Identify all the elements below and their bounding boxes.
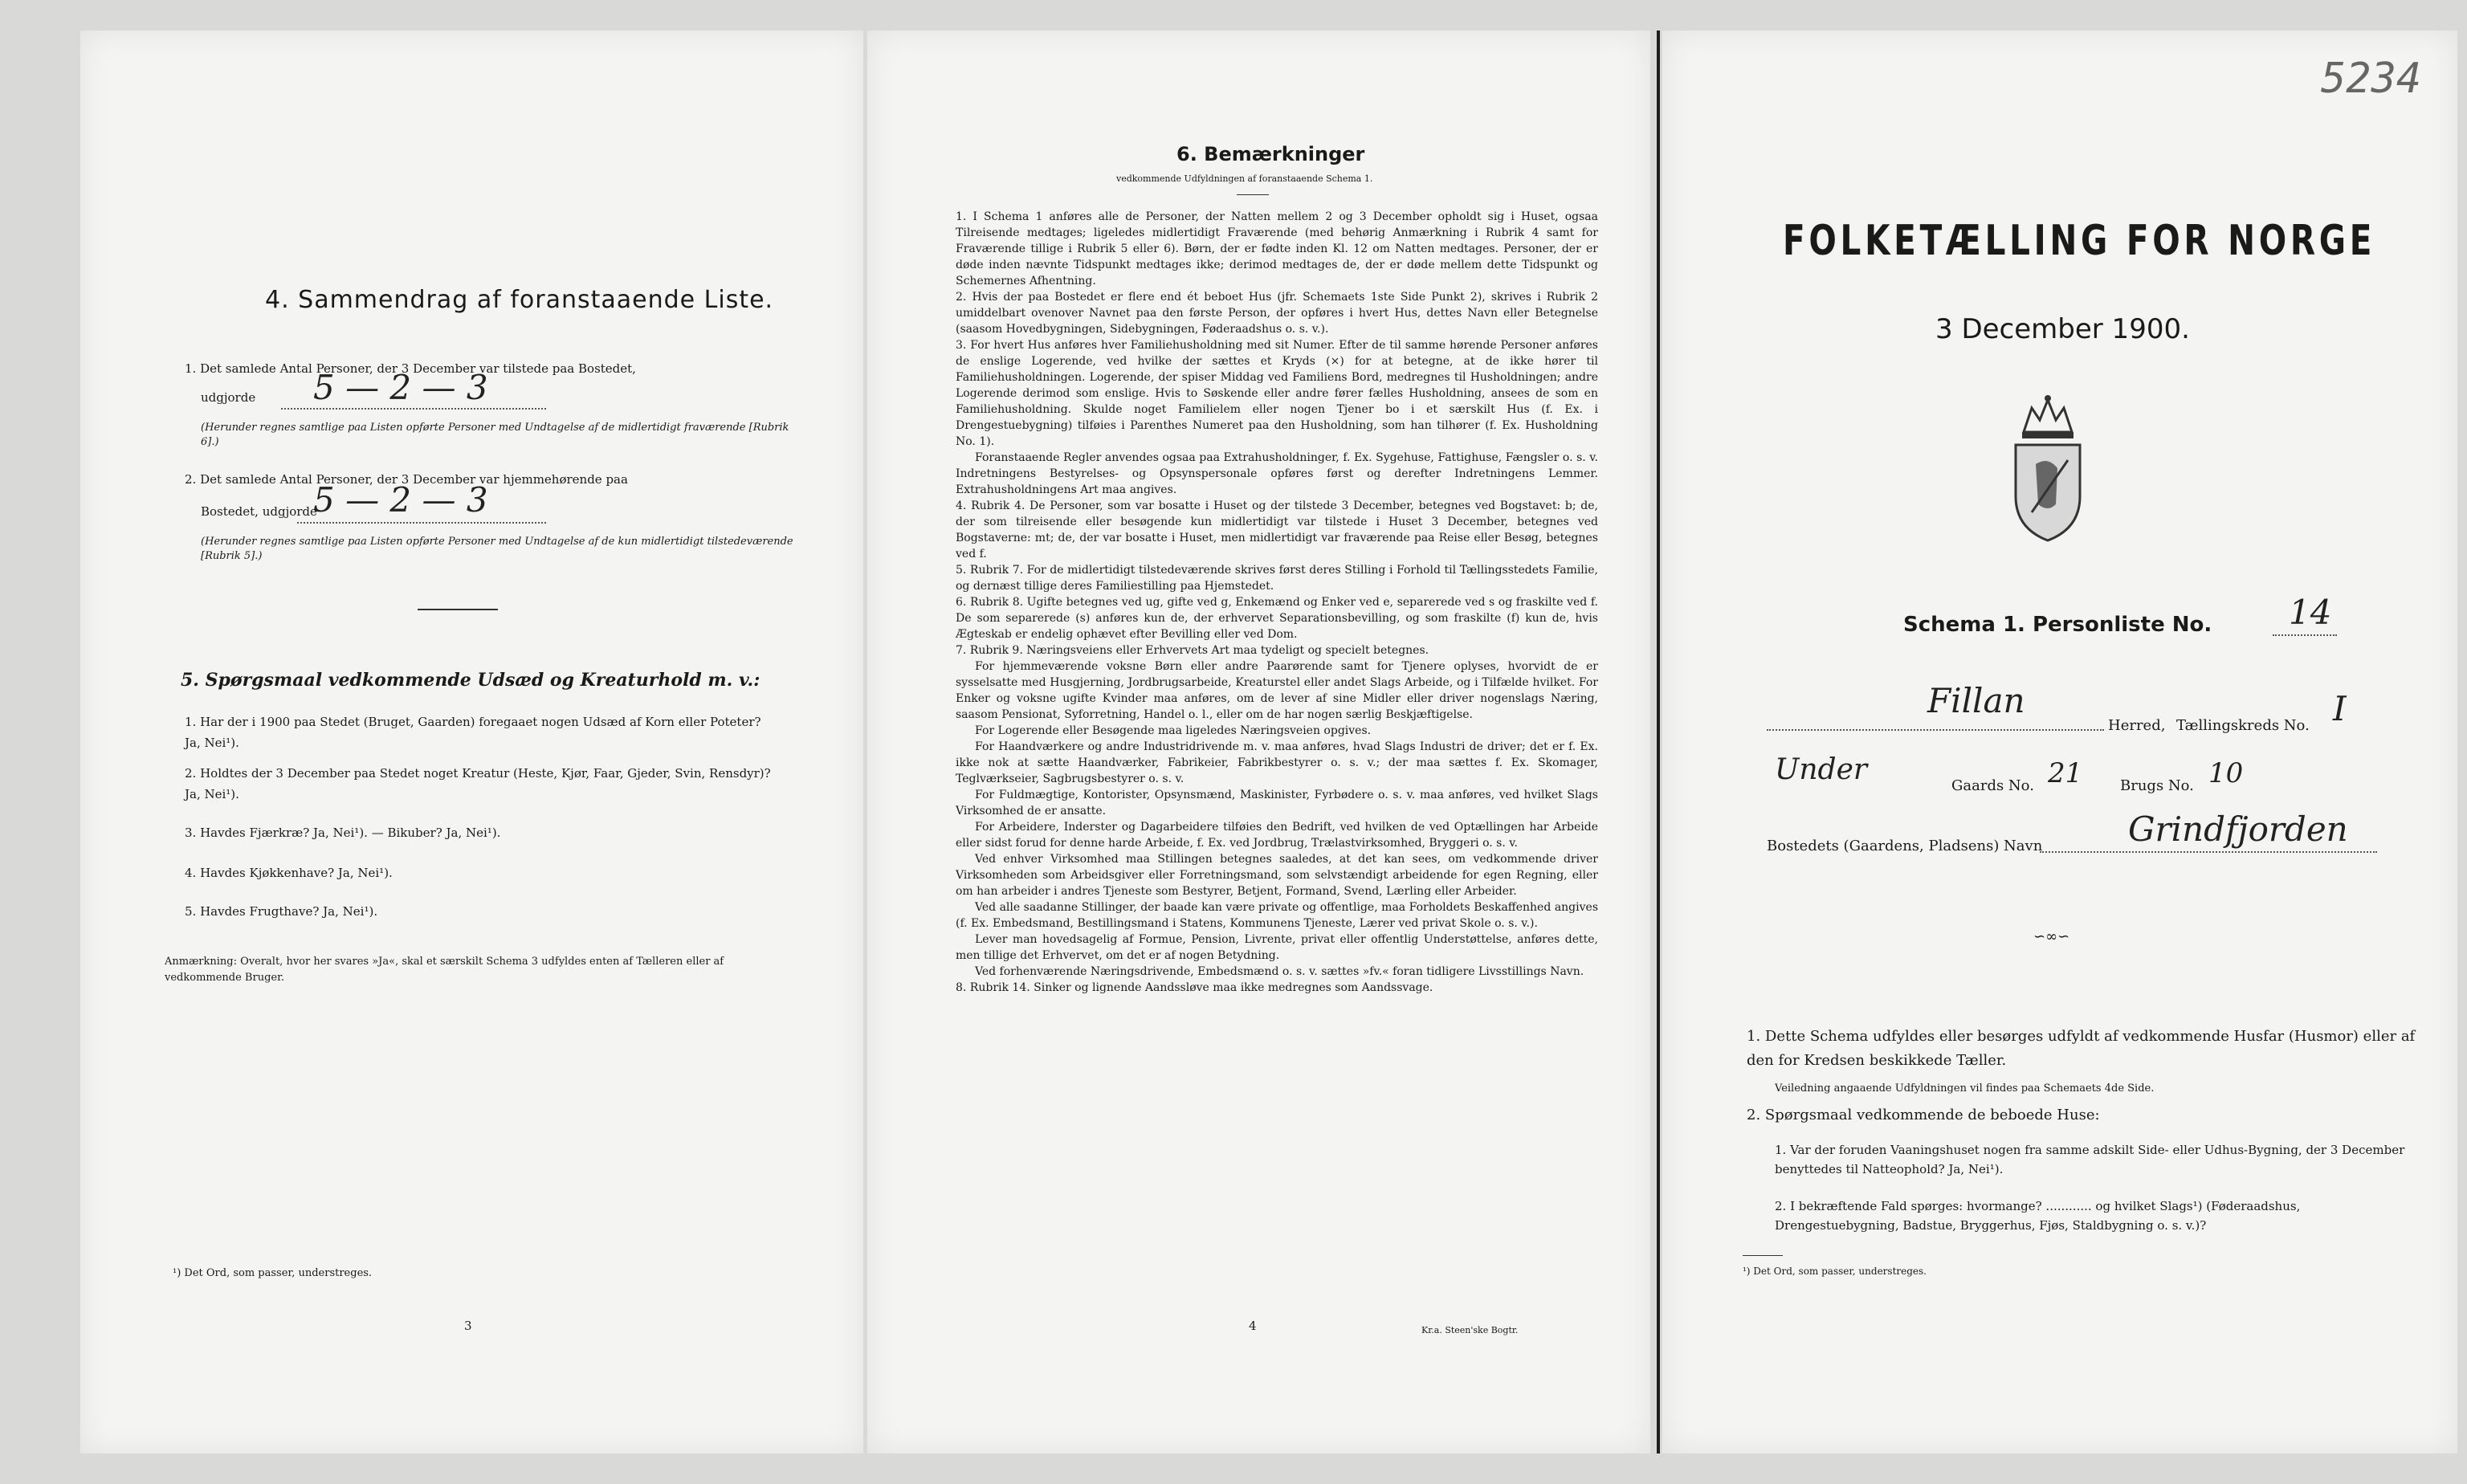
- herred-handwritten: Fillan: [1927, 681, 2025, 720]
- herred-dotline: [1767, 729, 2104, 731]
- footnote-rule: [1743, 1255, 1783, 1256]
- question-3: 3. Havdes Fjærkræ? Ja, Nei¹). — Bikuber? Ja, Nei¹).: [185, 826, 501, 840]
- page-number-4: 4: [1249, 1319, 1257, 1333]
- item2-text: 2. Det samlede Antal Personer, der 3 December var hjemmehørende paa: [185, 472, 628, 487]
- personliste-number-handwritten: 14: [2289, 593, 2332, 632]
- archive-number: 5234: [2321, 55, 2422, 103]
- question-1: 1. Har der i 1900 paa Stedet (Bruget, Gaarden) foregaaet nogen Udsæd af Korn eller Poteter? Ja, Nei¹).: [185, 715, 761, 750]
- personliste-dotline: [2273, 634, 2337, 636]
- page-divider: [1657, 31, 1660, 1453]
- printer-credit: Kr.a. Steen'ske Bogtr.: [1421, 1325, 1519, 1335]
- note-2-q1: 1. Var der foruden Vaaningshuset nogen fra samme adskilt Side- eller Udhus-Bygning, der 3 December benyttedes til Natteophold? Ja, Nei¹).: [1775, 1143, 2405, 1176]
- note-2-q2: 2. I bekræftende Fald spørges: hvormange? ............ og hvilket Slags¹) (Føderaadshus, Drengestuebygning, Badstue, Bryggerhus, Fjøs, Staldbygning o. s. v.)?: [1775, 1199, 2301, 1233]
- ornament: ∽∞∽: [2033, 928, 2070, 945]
- remark-7g: Ved alle saadanne Stillinger, der baade kan være private og offentlige, maa Forholdets Beskaffenhed angives (f. Ex. Embedsmand, Bestillingsmand i Statens, Kommunens Tjeneste, Lærer ved privat Skole o. s. v.).: [956, 901, 1598, 930]
- gaards-label: Gaards No.: [1951, 777, 2034, 794]
- item2-note: (Herunder regnes samtlige paa Listen opførte Personer med Undtagelse af de kun midlertidigt tilstedeværende [Rubrik 5].): [201, 536, 793, 562]
- item1-udgjorde: udgjorde: [201, 390, 256, 405]
- item2-dotline: [297, 522, 546, 524]
- remark-7i: Ved forhenværende Næringsdrivende, Embedsmænd o. s. v. sættes »fv.« foran tidligere Livsstillings Navn.: [975, 965, 1584, 978]
- item1-dotline: [281, 408, 546, 410]
- cover-footnote: ¹) Det Ord, som passer, understreges.: [1743, 1266, 1927, 1277]
- remark-7e: For Arbeidere, Inderster og Dagarbeidere tilføies den Bedrift, ved hvilken de ved Optællingen har Arbeide eller sidst forud for denne harde Arbeide, f. Ex. ved Jordbrug, Trælastvirksomhed, Bryggeri o. s. v.: [956, 821, 1598, 850]
- schema-label: Schema 1. Personliste No.: [1903, 613, 2212, 637]
- item1-note: (Herunder regnes samtlige paa Listen opførte Personer med Undtagelse af de midlertidigt fraværende [Rubrik 6].): [201, 422, 789, 448]
- cover-page: [1662, 31, 2457, 1453]
- page-number-3: 3: [464, 1319, 472, 1333]
- remark-8: 8. Rubrik 14. Sinker og lignende Aandssløve maa ikke medregnes som Aandssvage.: [956, 981, 1433, 994]
- question-2: 2. Holdtes der 3 December paa Stedet noget Kreatur (Heste, Kjør, Faar, Gjeder, Svin, Rensdyr)? Ja, Nei¹).: [185, 766, 771, 801]
- page-3: [80, 31, 863, 1453]
- cover-date: 3 December 1900.: [1935, 313, 2190, 345]
- remarks-list: [956, 209, 1598, 996]
- remark-1: 1. I Schema 1 anføres alle de Personer, der Natten mellem 2 og 3 December opholdt sig i Huset, ogsaa Tilreisende medtages; ligeledes midlertidigt Fraværende (med behørig Anmærkning i Rubrik 4 samt for Fraværende tillige i Rubrik 5 eller 6). Børn, der er fødte inden Kl. 12 om Natten medtages. Personer, der er døde inden nævnte Tidspunkt medtages ikke; derimod medtages de, der er døde mellem dette Tidspunkt og Schemernes Afhentning.: [956, 210, 1598, 287]
- footnote: ¹) Det Ord, som passer, understreges.: [173, 1267, 373, 1279]
- section-4-title: 4. Sammendrag af foranstaaende Liste.: [265, 286, 774, 314]
- remark-3-extra: Foranstaaende Regler anvendes ogsaa paa Extrahusholdninger, f. Ex. Sygehuse, Fattighuse, Fængsler o. s. v. Indretningens Bestyrelses- og Opsynspersonale opføres først og derefter Indretningens Lemmer. Extrahusholdningens Art maa angives.: [956, 451, 1598, 496]
- remark-7c: For Haandværkere og andre Industridrivende m. v. maa anføres, hvad Slags Industri de driver; det er f. Ex. ikke nok at sætte Haandværker, Fabrikeier, Fabrikbestyrer o. s. v.; der maa sættes f. Ex. Skomager, Teglværkseier, Sagbrugsbestyrer o. s. v.: [956, 740, 1598, 785]
- annotation: Anmærkning: Overalt, hvor her svares »Ja«, skal et særskilt Schema 3 udfyldes enten af Tælleren eller af vedkommende Bruger.: [165, 956, 724, 984]
- brugs-number-handwritten: 10: [2208, 757, 2244, 789]
- item1-text: 1. Det samlede Antal Personer, der 3 December var tilstede paa Bostedet,: [185, 361, 636, 376]
- remark-5: 5. Rubrik 7. For de midlertidigt tilstedeværende skrives først deres Stilling i Forhold til Tællingsstedets Familie, og dernæst tillige deres Familiestilling paa Hjemstedet.: [956, 564, 1598, 593]
- separator-rule: [418, 609, 498, 610]
- page-4: [867, 31, 1650, 1453]
- cover-title: FOLKETÆLLING FOR NORGE: [1783, 217, 2376, 265]
- remark-7h: Lever man hovedsagelig af Formue, Pension, Livrente, privat eller offentlig Understøttelse, anføres dette, men tillige det Erhvervet, om det er af nogen Betydning.: [956, 933, 1598, 962]
- bemaerkninger-title: 6. Bemærkninger: [1176, 143, 1365, 165]
- question-4: 4. Havdes Kjøkkenhave? Ja, Nei¹).: [185, 866, 393, 880]
- herred-label: Herred,: [2108, 717, 2166, 734]
- remark-6: 6. Rubrik 8. Ugifte betegnes ved ug, gifte ved g, Enkemænd og Enker ved e, separerede ved s og fraskilte ved f. De som separerede (s) anføres kun de, der erhvervet Separationsbevilling, og som fraskilte (f) kun de, hvis Ægteskab er endelig ophævet efter Bevilling eller ved Dom.: [956, 596, 1598, 641]
- item2-bostedet: Bostedet, udgjorde: [201, 504, 317, 519]
- item1-handwritten: 5 — 2 — 3: [313, 368, 488, 407]
- bosted-dotline: [2040, 851, 2377, 853]
- remark-7b: For Logerende eller Besøgende maa ligeledes Næringsveien opgives.: [975, 724, 1372, 737]
- note-2: 2. Spørgsmaal vedkommende de beboede Huse:: [1747, 1107, 2100, 1123]
- gaards-prefix-handwritten: Under: [1775, 753, 1868, 786]
- remark-7f: Ved enhver Virksomhed maa Stillingen betegnes saaledes, at det kan sees, om vedkommende driver Virksomheden som Arbeidsgiver eller Forretningsmand, som selvstændigt arbeidende for egen Regning, eller om han arbeider i andres Tjeneste som Bestyrer, Betjent, Formand, Svend, Lærling eller Arbeider.: [956, 853, 1598, 898]
- item2-handwritten: 5 — 2 — 3: [313, 480, 488, 520]
- remark-7d: For Fuldmægtige, Kontorister, Opsynsmænd, Maskinister, Fyrbødere o. s. v. maa anføres, ved hvilket Slags Virksomhed de er ansatte.: [956, 789, 1598, 817]
- bosted-label: Bostedets (Gaardens, Pladsens) Navn: [1767, 838, 2043, 854]
- remark-3: 3. For hvert Hus anføres hver Familiehusholdning med sit Numer. Efter de til samme hørende Personer anføres de enslige Logerende, ved hvilke der sættes et Kryds (×) for at betegne, at de ikke hører til Familiehusholdningen. Logerende, der spiser Middag ved Familiens Bord, medregnes til Husholdningen; andre Logerende derimod som enslige. Hvis to Søskende eller andre fører fælles Husholdning, ansees de som en Familiehusholdning. Skulde noget Familielem eller nogen Tjener bo i et særskilt Hus (f. Ex. i Drengestuebygning) tilføies i Parenthes Numeret paa den Husholdning, som han tilhører (f. Ex. Husholdning No. 1).: [956, 339, 1598, 448]
- section-5-title: 5. Spørgsmaal vedkommende Udsæd og Kreaturhold m. v.:: [181, 670, 760, 691]
- norway-coat-of-arms-icon: [2000, 392, 2096, 544]
- remark-4: 4. Rubrik 4. De Personer, som var bosatte i Huset og der tilstede 3 December, betegnes ved Bogstavet: b; de, der som tilreisende eller besøgende kun midlertidigt var tilstede i Huset 3 December, betegnes ved Bogstaverne: mt; de, der var bosatte i Huset, men midlertidigt var fraværende paa Reise eller Besøg, betegnes ved f.: [956, 499, 1598, 561]
- kreds-handwritten: I: [2333, 689, 2347, 728]
- remark-7a: For hjemmeværende voksne Børn eller andre Paarørende samt for Tjenere oplyses, hvorvidt de er sysselsatte med Husgjerning, Jordbrugsarbeide, Kreaturstel eller andet Slags Arbeide, og i Tilfælde hvilket. For Enker og voksne ugifte Kvinder maa anføres, om de lever af sine Midler eller driver nogenslags Næring, saasom Pensionat, Syforretning, Handel o. l., eller om de har nogen særlig Beskjæftigelse.: [956, 660, 1598, 721]
- note-1: 1. Dette Schema udfyldes eller besørges udfyldt af vedkommende Husfar (Husmor) eller af den for Kredsen beskikkede Tæller.: [1747, 1028, 2416, 1069]
- remark-2: 2. Hvis der paa Bostedet er flere end ét beboet Hus (jfr. Schemaets 1ste Side Punkt 2), skrives i Rubrik 2 umiddelbart ovenover Navnet paa den første Person, der opføres i hvert Hus, dettes Navn eller Betegnelse (saasom Hovedbygningen, Sidebygningen, Føderaadshus o. s. v.).: [956, 291, 1598, 336]
- bemaerkninger-subtitle: vedkommende Udfyldningen af foranstaaende Schema 1.: [1116, 173, 1373, 184]
- gaards-number-handwritten: 21: [2048, 757, 2083, 789]
- kreds-label: Tællingskreds No.: [2176, 717, 2310, 734]
- note-1-sub: Veiledning angaaende Udfyldningen vil findes paa Schemaets 4de Side.: [1775, 1082, 2155, 1095]
- question-5: 5. Havdes Frugthave? Ja, Nei¹).: [185, 904, 378, 919]
- brugs-label: Brugs No.: [2120, 777, 2194, 794]
- bosted-handwritten: Grindfjorden: [2128, 809, 2348, 849]
- title-rule: [1237, 194, 1269, 195]
- remark-7: 7. Rubrik 9. Næringsveiens eller Erhvervets Art maa tydeligt og specielt betegnes.: [956, 644, 1429, 657]
